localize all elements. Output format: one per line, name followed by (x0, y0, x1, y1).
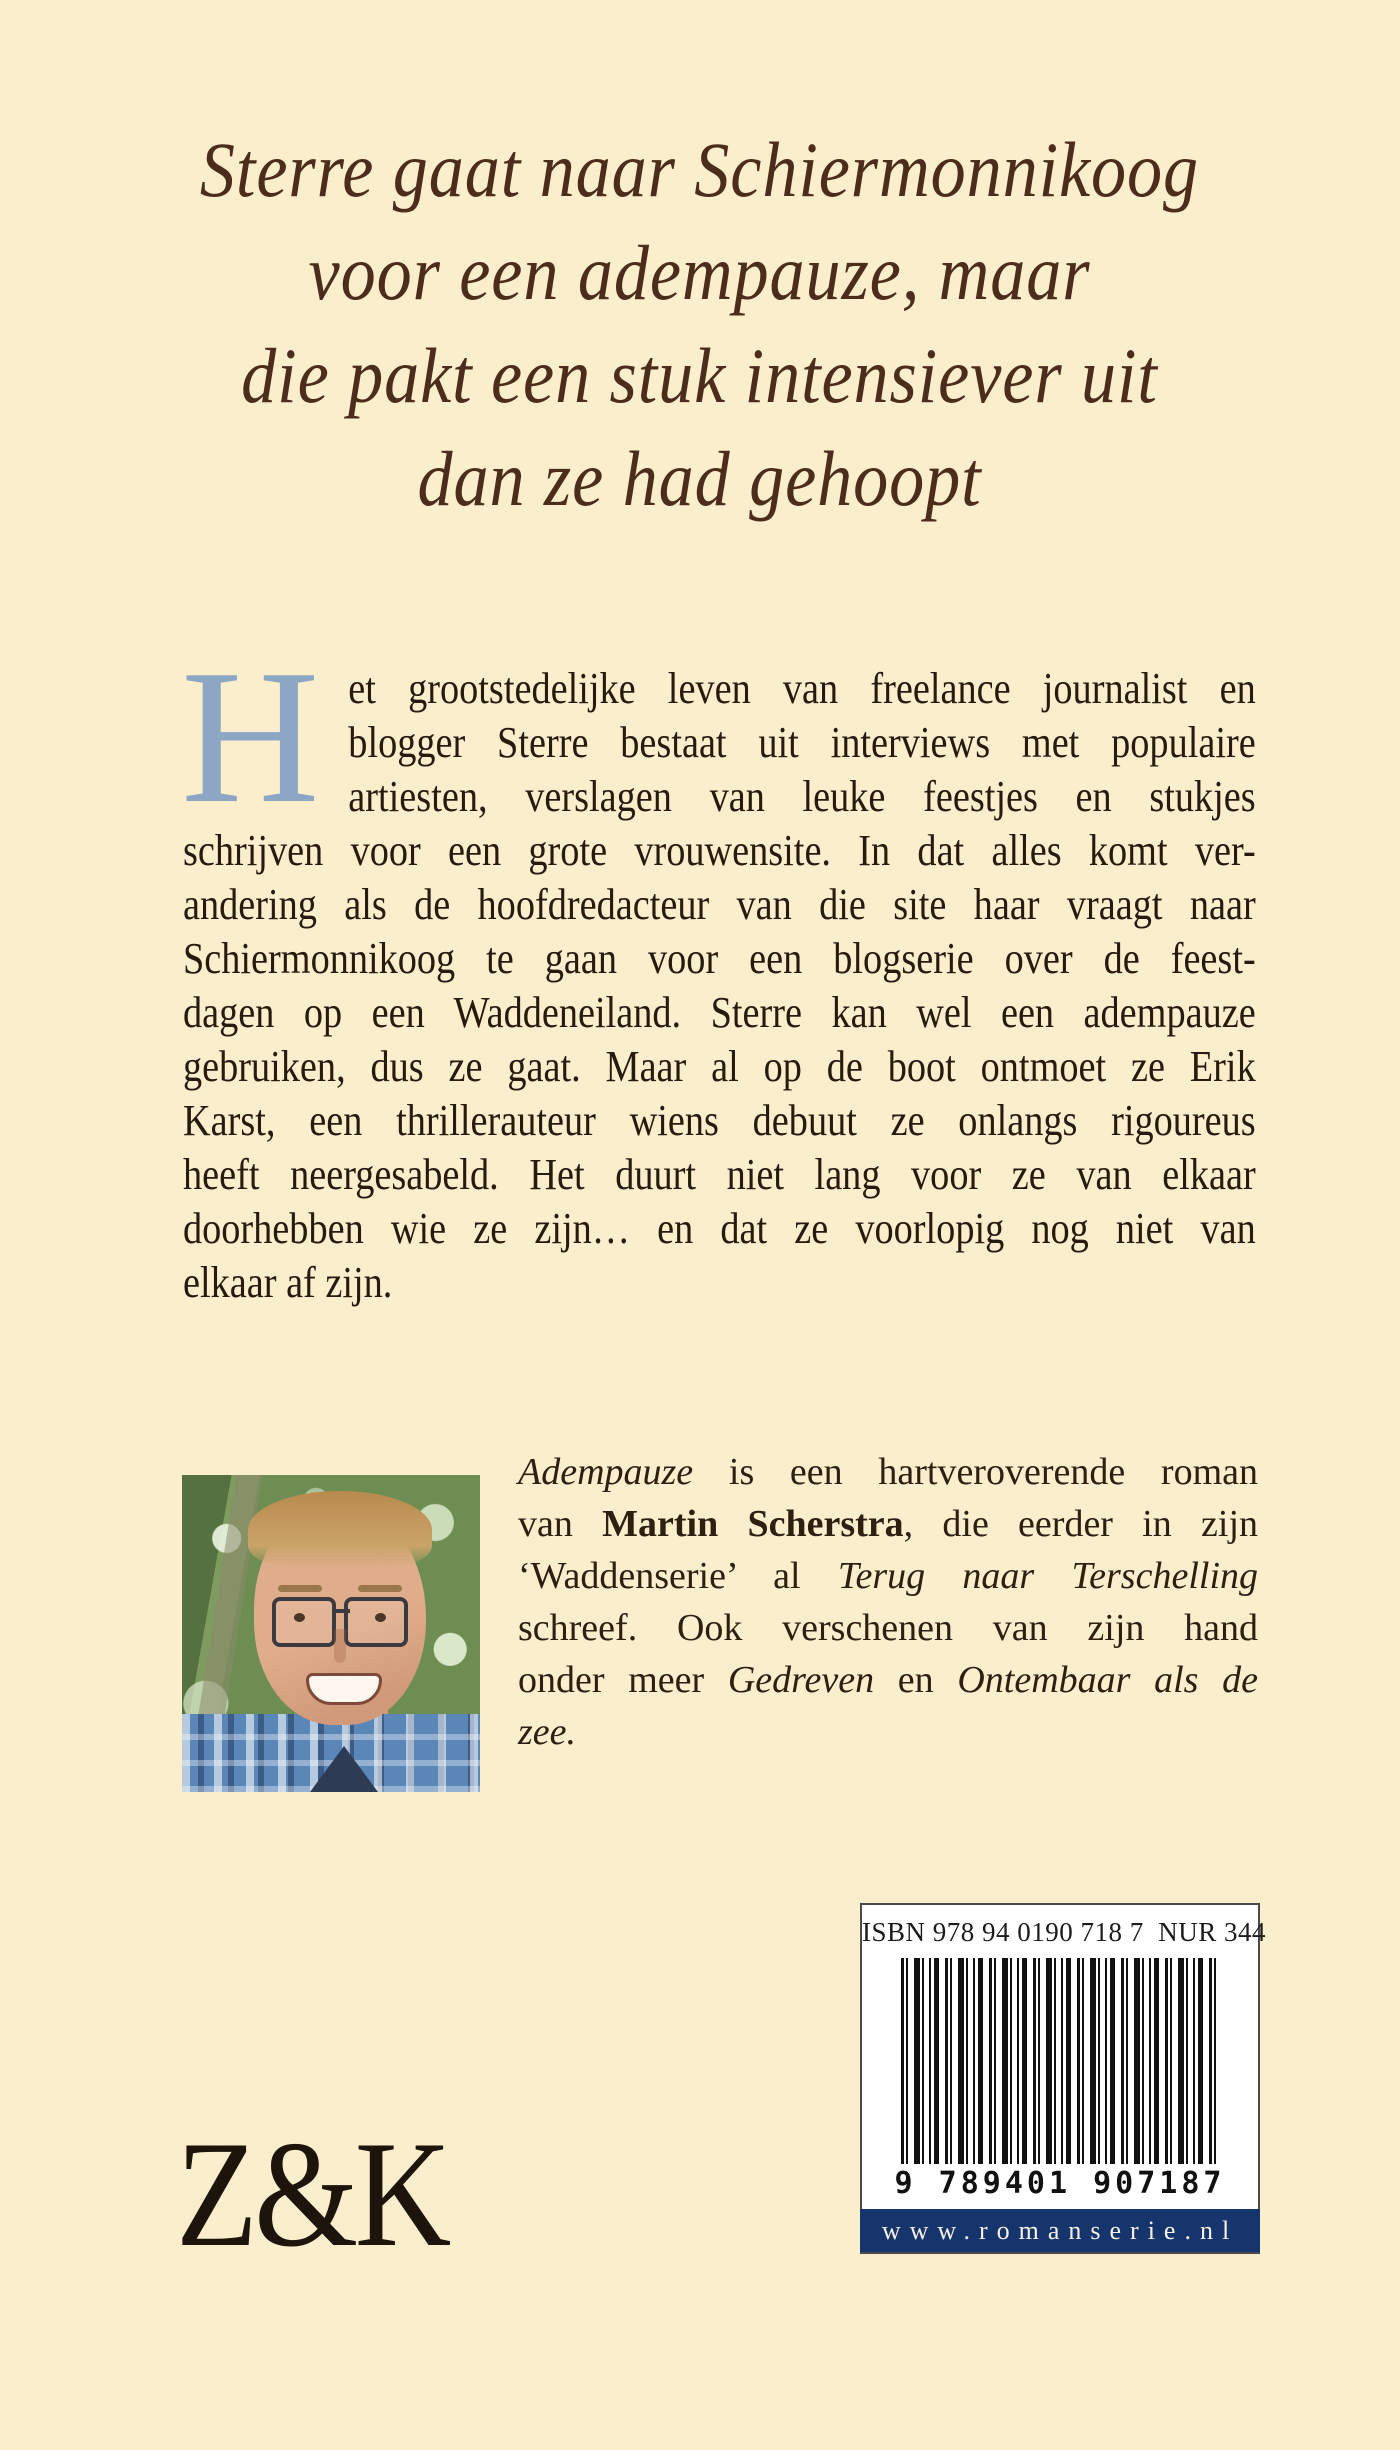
portrait-eyebrow (278, 1585, 322, 1592)
barcode (901, 1958, 1219, 2164)
tagline (164, 118, 1235, 530)
text-line: elkaar af zijn. (183, 1258, 393, 1307)
text-line: gebruiken, dus ze gaat. Maar al op de boot ontmoet ze Erik (183, 1042, 1256, 1091)
portrait-collar (310, 1746, 378, 1792)
author-photo (182, 1475, 480, 1792)
author-bio (518, 1446, 1258, 1758)
portrait-nose (334, 1629, 346, 1663)
text-line: ‘Waddenserie’ al Terug naar Terschelling (518, 1555, 1258, 1597)
glasses-bridge (332, 1609, 350, 1613)
text-line: onder meer Gedreven en Ontembaar als de (518, 1659, 1259, 1701)
text-line: Schiermonnikoog te gaan voor een blogserie over de feest- (183, 934, 1256, 983)
dropcap-letter: H (181, 630, 320, 843)
isbn-box (860, 1903, 1267, 2254)
website-bar (860, 2209, 1260, 2252)
portrait-eye (375, 1613, 386, 1622)
text-line: doorhebben wie ze zijn… en dat ze voorlopig nog niet van (183, 1204, 1256, 1253)
text-line: artiesten, verslagen van leuke feestjes en stukjes (348, 772, 1256, 821)
text-line: dagen op een Waddeneiland. Sterre kan wel een adempauze (183, 988, 1256, 1037)
text-line: Karst, een thrillerauteur wiens debuut ze onlangs rigoureus (183, 1096, 1256, 1145)
text-line: Sterre gaat naar Schiermonnikoog (199, 126, 1200, 213)
text-line: zee. (518, 1711, 577, 1753)
text-line: blogger Sterre bestaat uit interviews met populaire (348, 718, 1256, 767)
portrait-hair (248, 1491, 432, 1569)
publisher-logo: Z&K (176, 2110, 448, 2278)
synopsis-paragraph (183, 662, 1256, 1310)
portrait-face (254, 1501, 426, 1725)
glasses-lens (344, 1597, 408, 1647)
glasses-lens (272, 1597, 336, 1647)
text-line: voor een adempauze, maar (308, 229, 1091, 316)
text-line: schreef. Ook verschenen van zijn hand (518, 1607, 1258, 1649)
text-line: et grootstedelijke leven van freelance journalist en (348, 664, 1256, 713)
portrait-eye (294, 1613, 305, 1622)
text-line: andering als de hoofdredacteur van die site haar vraagt naar (183, 880, 1256, 929)
isbn-label: ISBN 978 94 0190 718 7 NUR 344 (862, 1917, 1267, 1947)
text-line: heeft neergesabeld. Het duurt niet lang voor ze van elkaar (183, 1150, 1256, 1199)
text-line: dan ze had gehoopt (417, 435, 982, 522)
website-url: www.romanserie.nl (881, 2215, 1239, 2245)
barcode-digits: 9 789401 907187 (894, 2166, 1226, 2201)
text-line: Adempauze is een hartveroverende roman (518, 1451, 1258, 1493)
portrait-smile (306, 1673, 382, 1705)
text-line: van Martin Scherstra, die eerder in zijn (518, 1503, 1259, 1545)
text-line: die pakt een stuk intensiever uit (241, 332, 1158, 419)
portrait-eyebrow (358, 1585, 402, 1592)
text-line: schrijven voor een grote vrouwensite. In dat alles komt ver- (183, 826, 1256, 875)
